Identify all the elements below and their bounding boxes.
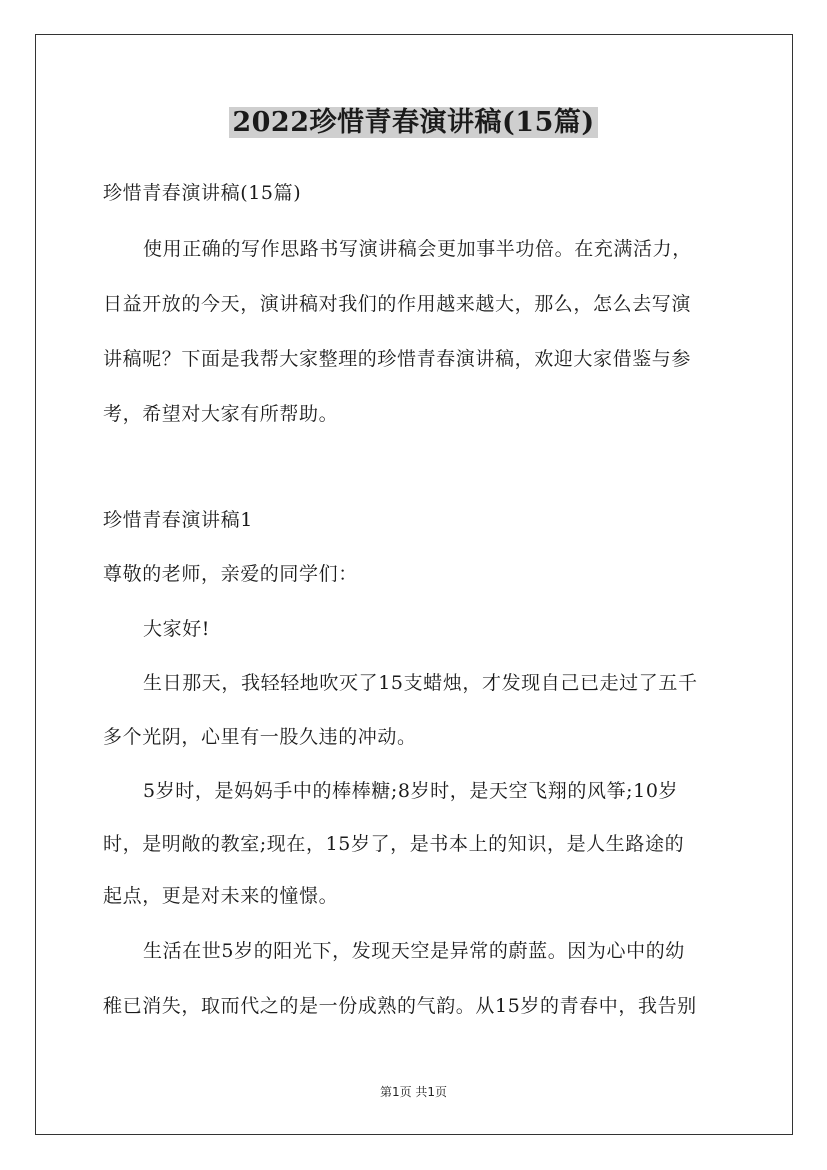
body-line: 生日那天，我轻轻地吹灭了15支蜡烛，才发现自己已走过了五千 [143, 672, 698, 694]
body-line: 5岁时，是妈妈手中的棒棒糖;8岁时，是天空飞翔的风筝;10岁 [143, 780, 679, 802]
salutation: 尊敬的老师，亲爱的同学们： [103, 563, 358, 585]
body-line: 生活在世5岁的阳光下，发现天空是异常的蔚蓝。因为心中的幼 [143, 940, 685, 962]
section-title: 珍惜青春演讲稿1 [103, 509, 253, 531]
document-title [0, 103, 827, 143]
body-line: 多个光阴，心里有一股久违的冲动。 [103, 726, 417, 748]
intro-line: 日益开放的今天，演讲稿对我们的作用越来越大，那么，怎么去写演 [103, 293, 692, 315]
intro-line: 讲稿呢？下面是我帮大家整理的珍惜青春演讲稿，欢迎大家借鉴与参 [103, 348, 692, 370]
greeting: 大家好! [143, 618, 211, 640]
document-title-text: 2022珍惜青春演讲稿(15篇) [229, 107, 597, 138]
document-subtitle: 珍惜青春演讲稿(15篇) [103, 182, 302, 204]
intro-line: 使用正确的写作思路书写演讲稿会更加事半功倍。在充满活力， [143, 238, 692, 260]
page-footer: 第1页 共1页 [379, 1085, 448, 1099]
body-line: 起点，更是对未来的憧憬。 [103, 885, 339, 907]
body-line: 时，是明敞的教室;现在，15岁了，是书本上的知识，是人生路途的 [103, 833, 685, 855]
body-line: 稚已消失，取而代之的是一份成熟的气韵。从15岁的青春中，我告别 [103, 995, 697, 1017]
intro-line: 考，希望对大家有所帮助。 [103, 403, 339, 425]
